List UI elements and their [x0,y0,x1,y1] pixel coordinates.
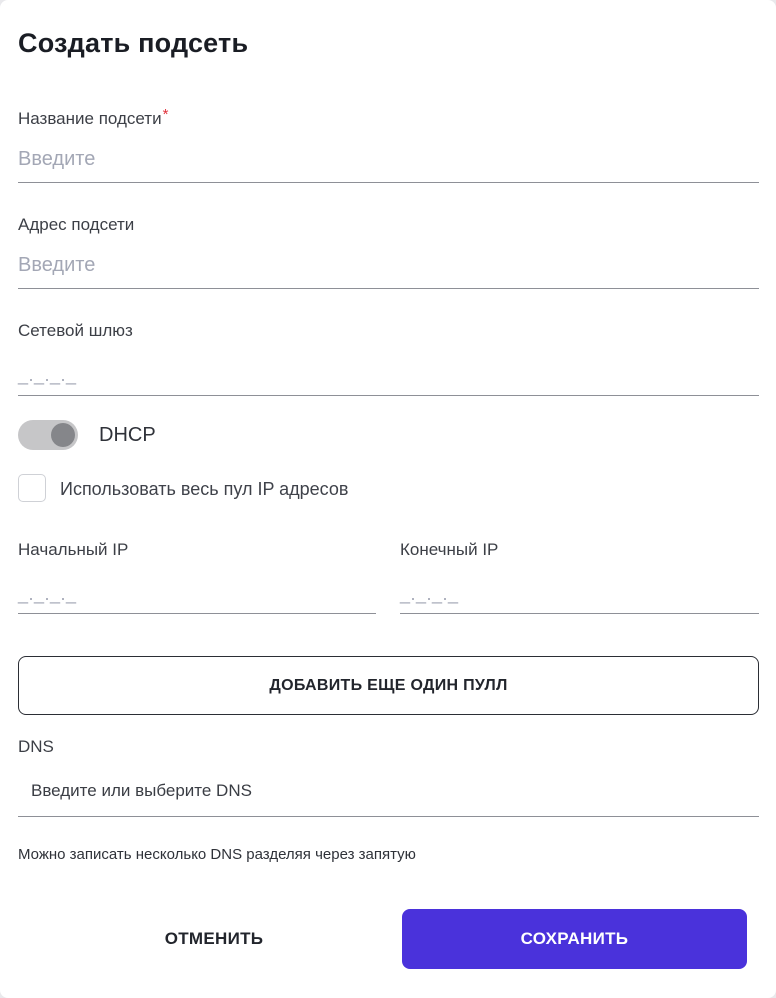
subnet-address-input[interactable] [18,250,758,280]
save-button[interactable]: СОХРАНИТЬ [402,909,747,969]
dns-label: DNS [18,737,54,756]
start-ip-label: Начальный IP [18,540,129,559]
add-pool-button[interactable]: ДОБАВИТЬ ЕЩЕ ОДИН ПУЛЛ [18,656,759,715]
dns-input[interactable] [31,777,751,805]
end-ip-input[interactable]: _._._._ [400,584,459,604]
start-ip-underline [18,613,376,614]
start-ip-input[interactable]: _._._._ [18,584,77,604]
gateway-underline [18,395,759,396]
dhcp-toggle[interactable] [18,420,78,450]
dns-underline [18,816,759,817]
subnet-name-label [18,106,169,129]
end-ip-label: Конечный IP [400,540,499,559]
subnet-name-label-text: Название подсети [18,109,162,128]
subnet-address-underline [18,288,759,289]
required-mark: * [162,106,169,123]
dialog-title: Создать подсеть [18,28,249,58]
gateway-label: Сетевой шлюз [18,321,133,340]
end-ip-underline [400,613,759,614]
cancel-button[interactable]: ОТМЕНИТЬ [28,909,400,969]
subnet-name-input[interactable] [18,144,758,174]
dns-hint: Можно записать несколько DNS разделяя через запятую [18,846,416,863]
dhcp-toggle-knob [51,423,75,447]
subnet-address-label: Адрес подсети [18,215,135,234]
gateway-input[interactable]: _._._._ [18,365,77,385]
dhcp-label: DHCP [99,424,156,446]
subnet-name-underline [18,182,759,183]
use-full-pool-label: Использовать весь пул IP адресов [60,479,349,499]
use-full-pool-checkbox[interactable] [18,474,46,502]
